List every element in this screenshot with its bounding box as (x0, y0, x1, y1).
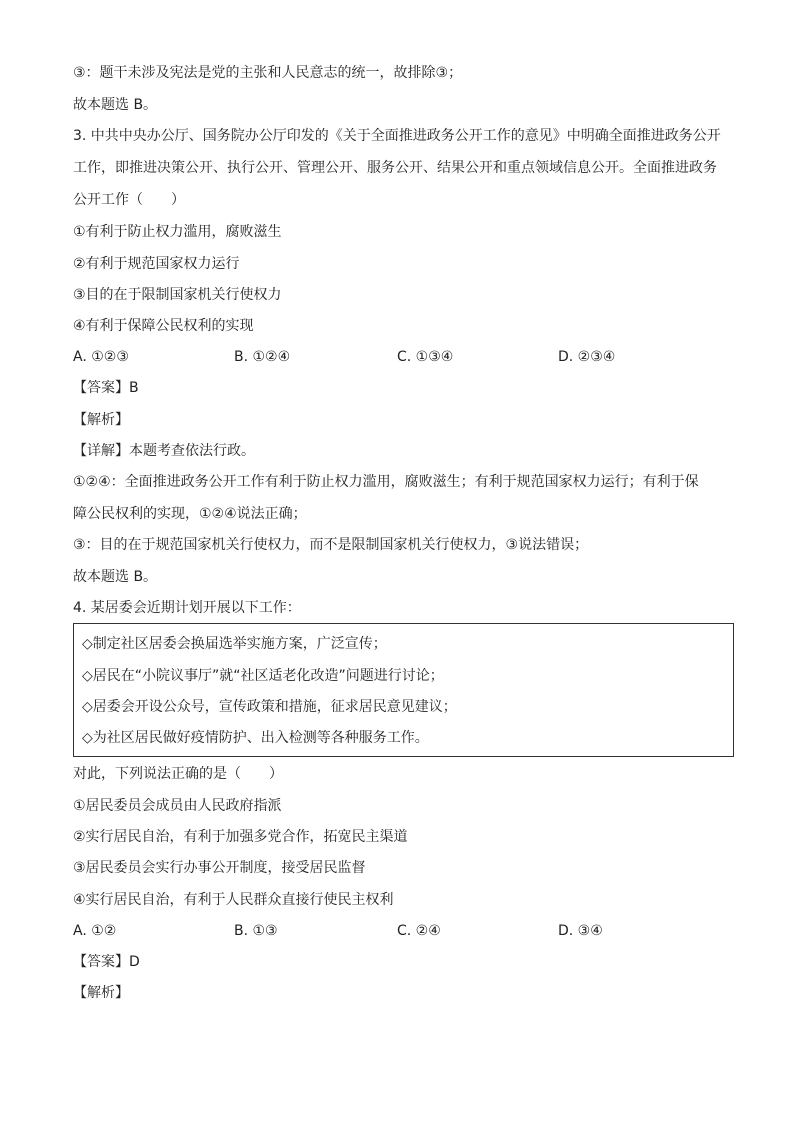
q4-statement-3: ③居民委员会实行办事公开制度，接受居民监督 (73, 860, 366, 876)
q4-work-item-4: ◇为社区居民做好疫情防护、出入检测等各种服务工作。 (82, 730, 429, 746)
q4-statement-1: ①居民委员会成员由人民政府指派 (73, 798, 282, 814)
q4-work-item-1: ◇制定社区居委会换届选举实施方案，广泛宣传； (82, 636, 387, 652)
q4-work-item-3: ◇居委会开设公众号，宣传政策和措施，征求居民意见建议； (82, 699, 457, 715)
q3-analysis-heading: 【解析】 (73, 412, 129, 428)
q3-conclusion: 故本题选 B。 (73, 569, 158, 585)
q4-work-list-box (73, 623, 734, 757)
q3-option-c: C. ①③④ (397, 349, 454, 365)
q4-work-item-2: ◇居民在“小院议事厅”就“社区适老化改造”问题进行讨论； (82, 668, 444, 684)
prev-explanation-line: ③：题干未涉及宪法是党的主张和人民意志的统一，故排除③； (73, 65, 463, 81)
q4-statement-2: ②实行居民自治，有利于加强多党合作，拓宽民主渠道 (73, 829, 408, 845)
q4-option-c: C. ②④ (397, 923, 441, 939)
q3-answer: 【答案】B (73, 380, 139, 396)
q3-option-d: D. ②③④ (558, 349, 616, 365)
q3-statement-4: ④有利于保障公民权利的实现 (73, 318, 254, 334)
q3-stem-line-3: 公开工作（ ） (73, 192, 185, 208)
q3-statement-1: ①有利于防止权力滥用，腐败滋生 (73, 224, 282, 240)
q4-option-b: B. ①③ (234, 923, 278, 939)
q3-statement-2: ②有利于规范国家权力运行 (73, 256, 240, 272)
q4-statement-4: ④实行居民自治，有利于人民群众直接行使民主权利 (73, 892, 394, 908)
q4-option-d: D. ③④ (558, 923, 603, 939)
q3-explanation-1b: 障公民权利的实现，①②④说法正确； (73, 506, 307, 522)
q3-stem-line-1: 3. 中共中央办公厅、国务院办公厅印发的《关于全面推进政务公开工作的意见》中明确全面推进政务公开 (73, 128, 721, 144)
q3-detail: 【详解】本题考查依法行政。 (73, 443, 255, 459)
q4-analysis-heading: 【解析】 (73, 985, 129, 1001)
q3-option-a: A. ①②③ (73, 349, 129, 365)
q3-option-b: B. ①②④ (234, 349, 291, 365)
q3-explanation-2: ③：目的在于规范国家机关行使权力，而不是限制国家机关行使权力，③说法错误； (73, 537, 589, 553)
q3-stem-line-2: 工作，即推进决策公开、执行公开、管理公开、服务公开、结果公开和重点领域信息公开。全面推进政务 (73, 160, 717, 176)
q4-answer: 【答案】D (73, 954, 140, 970)
q3-explanation-1a: ①②④：全面推进政务公开工作有利于防止权力滥用，腐败滋生；有利于规范国家权力运行；有利于保 (73, 474, 699, 490)
q4-stem: 4. 某居委会近期计划开展以下工作： (73, 600, 301, 616)
q4-option-a: A. ①② (73, 923, 117, 939)
q3-statement-3: ③目的在于限制国家机关行使权力 (73, 287, 282, 303)
prev-conclusion: 故本题选 B。 (73, 97, 158, 113)
q4-question: 对此，下列说法正确的是（ ） (73, 766, 283, 782)
